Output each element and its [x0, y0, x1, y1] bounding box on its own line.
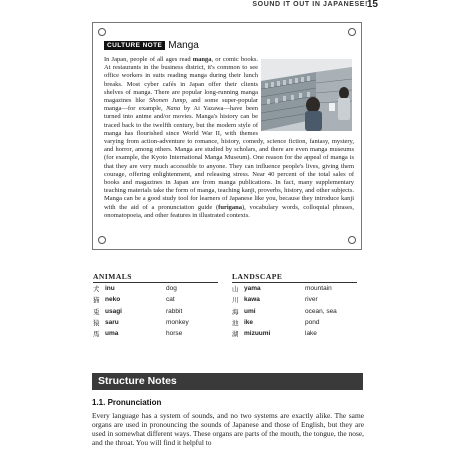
vocab-romaji: kawa: [244, 296, 260, 304]
culture-note-text: [104, 56, 354, 220]
vocab-kanji: 馬: [93, 330, 100, 339]
vocab-row: [232, 306, 360, 317]
subsection-title: 1.1. Pronunciation: [92, 398, 162, 407]
vocab-row: [93, 317, 221, 328]
culture-text-part: , or comic books. At restaurants in the business district, it's common to see office workers in suits reading manga during their lunch breaks. Most cyber cafés in Japan offer their clients shelves of manga. There are popular long-running manga magazines like: [104, 56, 259, 105]
vocab-romaji: usagi: [105, 307, 122, 315]
vocab-english: mountain: [305, 285, 332, 293]
vocab-english: horse: [166, 330, 183, 338]
vocab-romaji: umi: [244, 307, 256, 315]
vocab-romaji: ike: [244, 319, 254, 327]
landscape-vocab-list: [232, 272, 360, 339]
vocab-english: ocean, sea: [305, 307, 337, 315]
vocab-kanji: 山: [232, 285, 239, 294]
vocab-row: [93, 328, 221, 339]
culture-text-bold: manga: [192, 56, 212, 63]
vocab-row: [93, 294, 221, 305]
body-paragraph: Every language has a system of sounds, and no two systems are exactly alike. The same organs are used in pronouncing the sounds of Japanese and those of English, but they are used in somewhat different ways. These organs are parts of the mouth, the tongue, the nose, and the throat. You will find it helpful to: [92, 411, 364, 448]
culture-text-part: In Japan, people of all ages read: [104, 56, 193, 63]
vocab-kanji: 湖: [232, 330, 239, 339]
culture-note-header: [104, 39, 199, 51]
vocab-kanji: 海: [232, 307, 239, 316]
vocab-row: [232, 283, 360, 294]
vocab-row: [232, 328, 360, 339]
running-head: [0, 0, 456, 14]
culture-note-title: Manga: [168, 39, 199, 51]
vocab-romaji: uma: [105, 330, 119, 338]
punch-hole-icon: [348, 236, 356, 244]
punch-hole-icon: [98, 28, 106, 36]
vocab-english: lake: [305, 330, 317, 338]
vocab-kanji: 猫: [93, 296, 100, 305]
vocab-row: [93, 283, 221, 294]
vocab-romaji: inu: [105, 285, 115, 293]
vocab-row: [232, 294, 360, 305]
culture-text-italic: Nana: [166, 105, 181, 113]
vocab-english: cat: [166, 296, 175, 304]
vocab-english: rabbit: [166, 307, 183, 315]
culture-text-part: ), vocabulary words, colloquial phrases, onomatopoeia, and other features in illustrated contexts.: [104, 203, 354, 219]
vocab-kanji: 猿: [93, 319, 100, 328]
vocab-row: [93, 306, 221, 317]
vocab-english: dog: [166, 285, 177, 293]
culture-note-box: [92, 22, 362, 250]
punch-hole-icon: [98, 236, 106, 244]
vocab-kanji: 川: [232, 296, 239, 305]
culture-text-part: , and some super-popular manga—for example,: [104, 97, 258, 113]
animals-vocab-list: [93, 272, 221, 339]
culture-text-part: by Ai Yazawa—have been turned into anime and/or movies. Manga's history can be traced back to the twelfth century, but the modern style of manga has flourished since World War II, with themes varying from action-adventure to romance, history, comedy, science fiction, fantasy, mystery, and horror, among others. Manga are studied by scholars, and there are even manga museums (for example, the Kyoto International Manga Museum). One reason for the appeal of manga is that they are very much accessible to anyone. They can influence people's lives, giving them courage, offering enlightenment, and releasing stress. Near 40 percent of the total sales of books and magazines in Japan are from manga publications. In fact, many supplementary teaching materials take the form of manga, teaching kanji, proverbs, history, and other subjects. Manga can be a good study tool for learners of Japanese like you, because they introduce kanji with the aid of a pronunciation guide (: [104, 105, 354, 211]
animals-heading: ANIMALS: [93, 272, 218, 283]
section-title: Structure Notes: [98, 375, 177, 387]
running-head-title: SOUND IT OUT IN JAPANESE!: [252, 1, 368, 8]
vocab-kanji: 池: [232, 319, 239, 328]
vocab-english: monkey: [166, 319, 189, 327]
vocab-romaji: neko: [105, 296, 121, 304]
punch-hole-icon: [348, 28, 356, 36]
page-number: 15: [366, 0, 378, 10]
structure-notes-header: [92, 373, 363, 390]
culture-text-bold: furigana: [218, 203, 243, 211]
vocab-row: [232, 317, 360, 328]
vocab-romaji: mizuumi: [244, 330, 271, 338]
vocab-romaji: saru: [105, 319, 119, 327]
culture-note-tag: CULTURE NOTE: [104, 41, 165, 50]
vocab-english: pond: [305, 319, 320, 327]
landscape-heading: LANDSCAPE: [232, 272, 357, 283]
vocab-english: river: [305, 296, 318, 304]
vocab-kanji: 犬: [93, 285, 100, 294]
vocab-romaji: yama: [244, 285, 261, 293]
culture-text-italic: Shonen Jump: [148, 97, 186, 105]
vocab-kanji: 兎: [93, 307, 100, 316]
